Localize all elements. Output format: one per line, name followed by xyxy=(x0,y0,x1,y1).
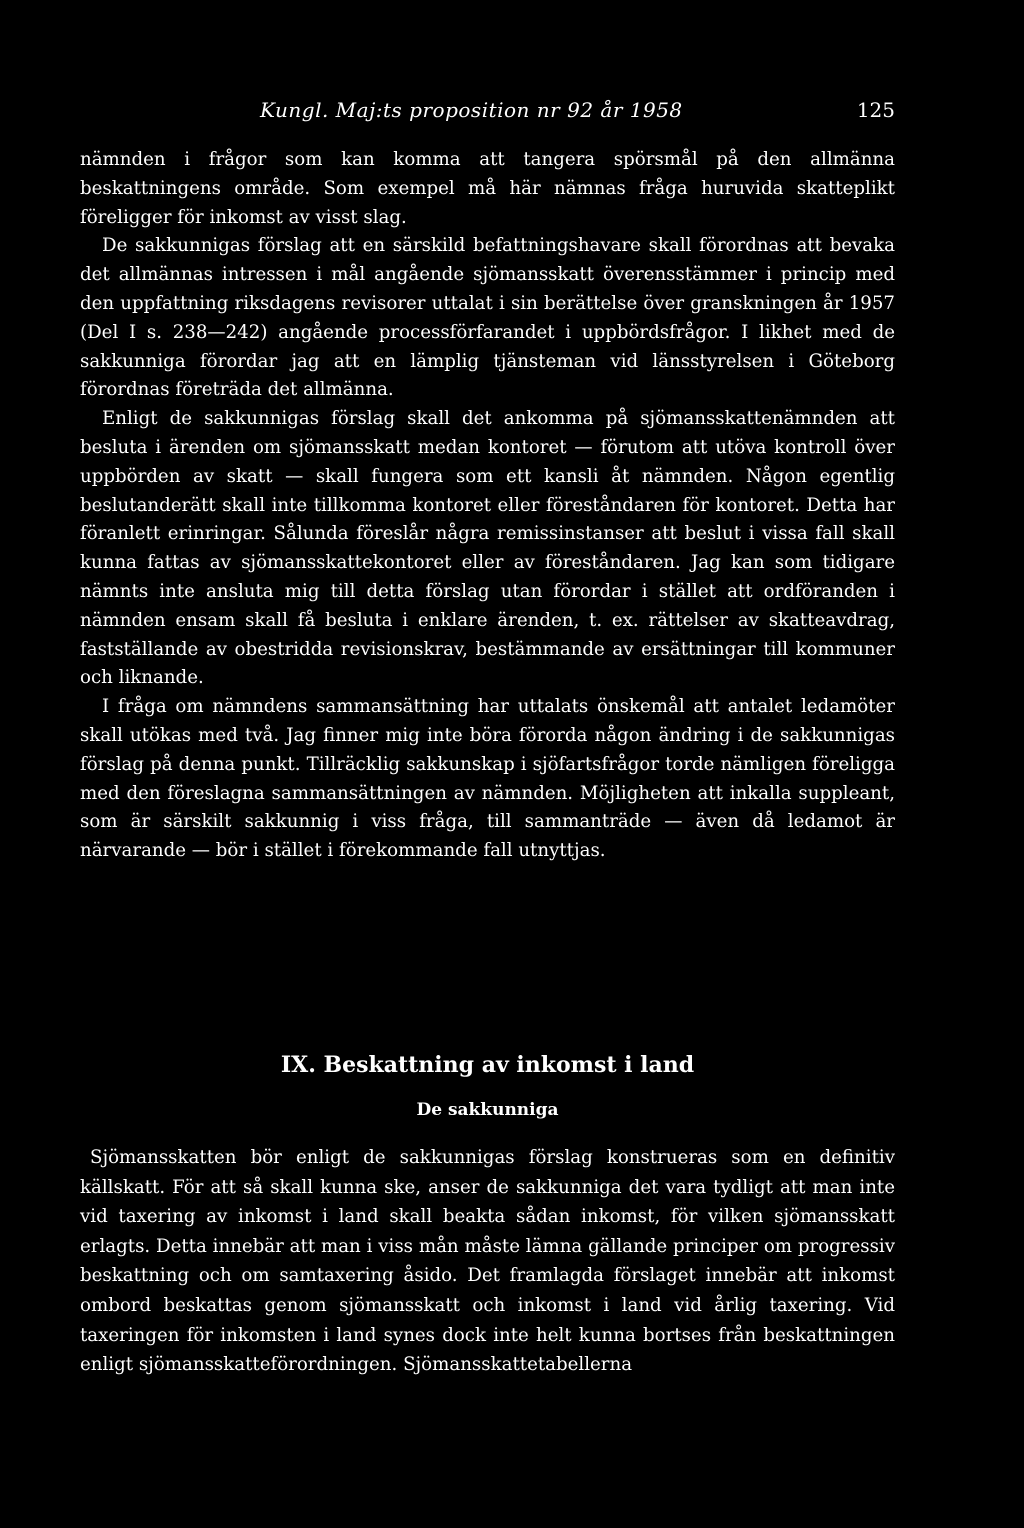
page-header xyxy=(80,98,895,128)
paragraph: nämnden i frågor som kan komma att tangera spörsmål på den allmänna beskattningens område. Som exempel må här nämnas fråga huruvida skatteplikt föreligger för inkomst av visst slag. xyxy=(80,149,895,228)
body-text xyxy=(80,146,895,866)
section-heading: IX. Beskattning av inkomst i land xyxy=(280,1052,695,1078)
paragraph: Sjömansskatten bör enligt de sakkunnigas förslag konstrueras som en definitiv källskatt. För att så skall kunna ske, anser de sakkunniga det vara tydligt att man inte vid taxering av inkomst i land skall beakta sådan inkomst, för vilken sjömansskatt erlagts. Detta innebär att man i viss mån måste lämna gällande principer om progressiv beskattning och om samtaxering åsido. Det framlagda förslaget innebär att inkomst ombord beskattas genom sjömansskatt och inkomst i land vid årlig taxering. Vid taxeringen för inkomsten i land synes dock inte helt kunna bortses från beskattningen enligt sjömansskatteförordningen. Sjömansskattetabellerna xyxy=(80,1147,895,1376)
paragraph: I fråga om nämndens sammansättning har uttalats önskemål att antalet ledamöter skall utökas med två. Jag finner mig inte böra förorda någon ändring i de sakkunnigas förslag på denna punkt. Tillräcklig sakkunskap i sjöfartsfrågor torde nämligen föreligga med den föreslagna sammansättningen av nämnden. Möjligheten att inkalla suppleant, som är särskilt sakkunnig i viss fråga, till sammanträde — även då ledamot är närvarande — bör i stället i förekommande fall utnyttjas. xyxy=(80,696,895,862)
section-subheading: De sakkunniga xyxy=(416,1100,559,1120)
running-title: Kungl. Maj:ts proposition nr 92 år 1958 xyxy=(260,98,683,122)
paragraph: Enligt de sakkunnigas förslag skall det ankomma på sjömansskattenämnden att besluta i ärenden om sjömansskatt medan kontoret — förutom att utöva kontroll över uppbörden av skatt — skall fungera som ett kansli åt nämnden. Någon egentlig beslutanderätt skall inte tillkomma kontoret eller föreståndaren för kontoret. Detta har föranlett erinringar. Sålunda föreslår några remissinstanser att beslut i vissa fall skall kunna fattas av sjömansskattekontoret eller av föreståndaren. Jag kan som tidigare nämnts inte ansluta mig till detta förslag utan förordar i stället att ordföranden i nämnden ensam skall få besluta i enklare ärenden, t. ex. rättelser av skatteavdrag, fastställande av obestridda revisionskrav, bestämmande av ersättningar till kommuner och liknande. xyxy=(80,408,895,689)
section-body-text xyxy=(80,1143,895,1380)
paragraph: De sakkunnigas förslag att en särskild befattningshavare skall förordnas att bevaka det allmännas intressen i mål angående sjömansskatt överensstämmer i princip med den uppfattning riksdagens revisorer uttalat i sin berättelse över granskningen år 1957 (Del I s. 238—242) angående processförfarandet i uppbördsfrågor. I likhet med de sakkunniga förordar jag att en lämplig tjänsteman vid länsstyrelsen i Göteborg förordnas företräda det allmänna. xyxy=(80,235,895,401)
section-heading-block xyxy=(80,1052,895,1078)
page-number: 125 xyxy=(856,98,895,122)
